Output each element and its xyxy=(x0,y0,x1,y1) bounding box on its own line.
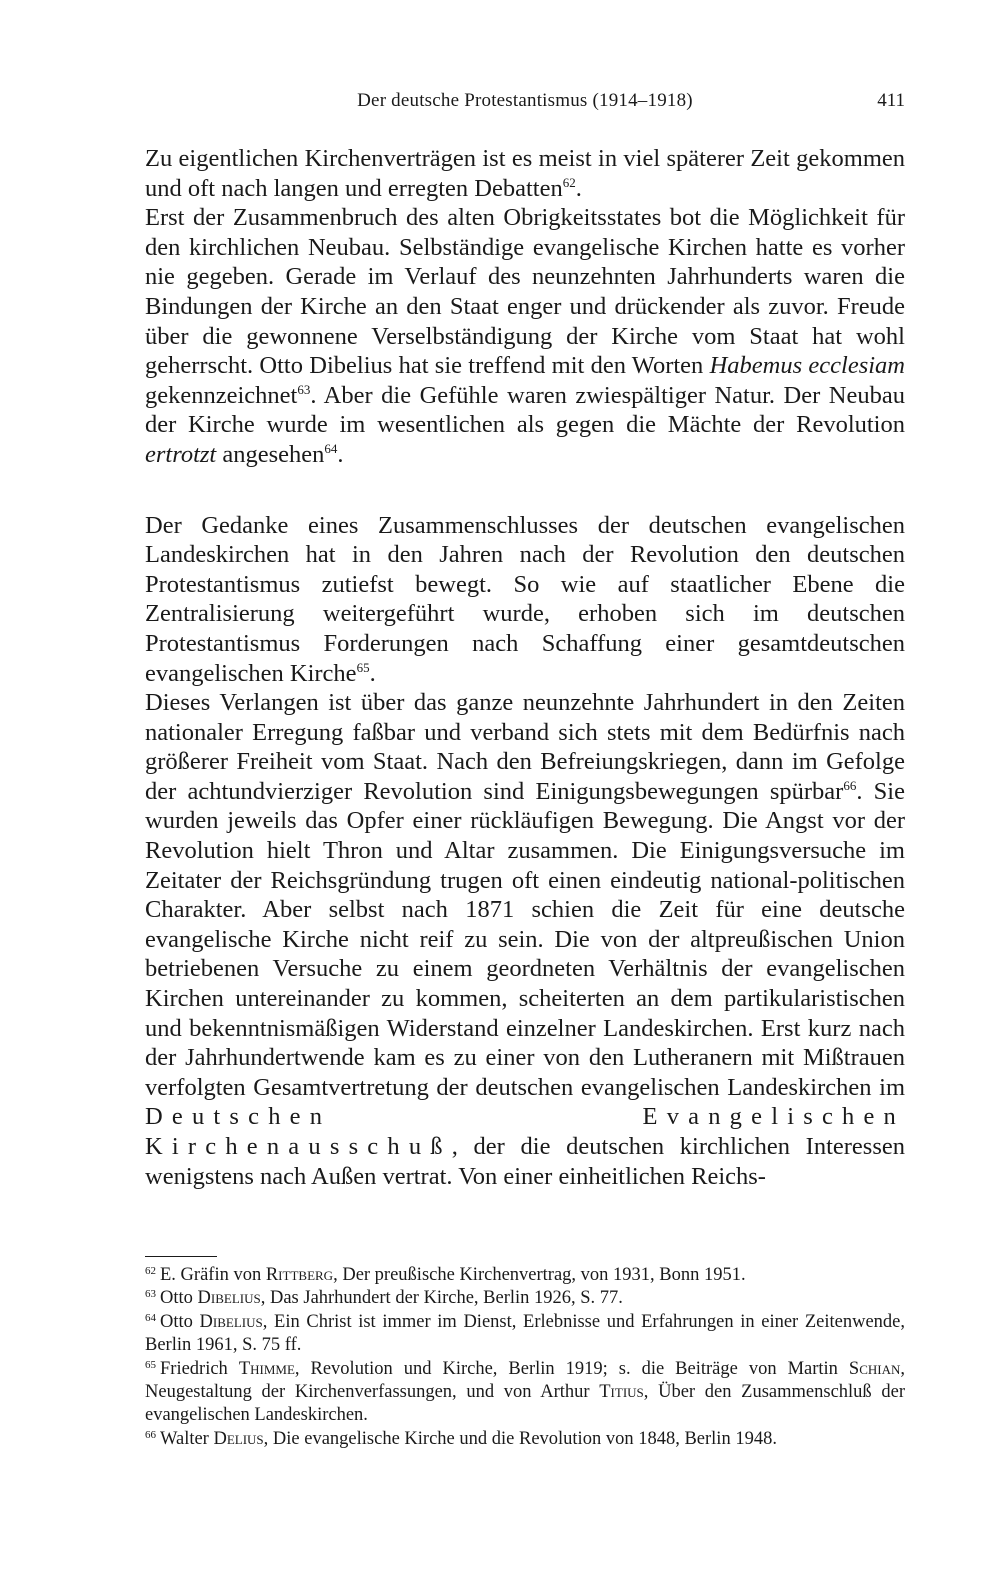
spaced-name: Deutschen Evangelischen Kirchenausschuß xyxy=(145,1103,905,1160)
running-title: Der deutsche Protestantismus (1914–1918) xyxy=(357,90,693,111)
paragraph-text: Dieses Verlangen ist über das ganze neunzehnte Jahrhundert in den Zeiten nationaler Erregung faßbar und verband sich stets mit dem Bedürfnis nach größerer Freiheit vom Staat. Nach den Befreiungskriegen, dann im Gefolge der achtundvierziger Revolution sind Einigungsbewegungen spürbar xyxy=(145,689,905,805)
footnote-reference: 63 xyxy=(297,381,311,397)
author-name: Thimme xyxy=(238,1358,295,1379)
page-number: 411 xyxy=(877,90,905,111)
paragraph-text: , der die deutschen kirchlichen Interessen wenigstens nach Außen vertrat. Von einer einheitlichen Reichs- xyxy=(145,1133,905,1190)
author-name: Delius xyxy=(213,1428,264,1449)
paragraph-text: . xyxy=(575,174,582,202)
footnote-divider xyxy=(145,1256,217,1257)
author-name: Dibelius xyxy=(197,1288,261,1309)
footnote-number: 63 xyxy=(145,1288,156,1301)
footnote-text: , Revolution und Kirche, Berlin 1919; s. die Beiträge von Martin xyxy=(294,1358,849,1379)
footnote-text: Otto xyxy=(160,1288,198,1309)
footnote-reference: 62 xyxy=(562,174,576,190)
footnote-reference: 66 xyxy=(843,777,857,793)
paragraph-1 xyxy=(145,144,905,203)
paragraph-text: . Sie wurden jeweils das Opfer einer rückläufigen Bewegung. Die Angst vor der Revolution hielt Thron und Altar zusammen. Die Einigungsversuche im Zeitater der Reichsgründung trugen oft einen eindeutig national-politischen Charakter. Aber selbst nach 1871 schien die Zeit für eine deutsche evangelische Kirche nicht reif zu sein. Die von der altpreußischen Union betriebenen Versuche zu einem geordneten Verhältnis der evangelischen Kirchen untereinander zu kommen, scheiterten an dem partikularistischen und bekenntnismäßigen Widerstand einzelner Landeskirchen. Erst kurz nach der Jahrhundertwende kam es zu einer von den Lutheranern mit Mißtrauen verfolgten Gesamtvertretung der deutschen evangelischen Landeskirchen im xyxy=(145,777,905,1101)
footnote-text: , Über den Zusammenschluß der evangelischen Landeskirchen. xyxy=(145,1382,905,1426)
footnote xyxy=(145,1311,905,1358)
footnote-text: , Der preußische Kirchenvertrag, von 1931, Bonn 1951. xyxy=(333,1265,746,1285)
paragraph-2 xyxy=(145,203,905,469)
footnote-reference: 65 xyxy=(356,659,370,675)
italic-quote: Habemus ecclesiam xyxy=(709,352,906,380)
paragraph-text: . xyxy=(337,440,344,468)
footnote-number: 64 xyxy=(145,1311,156,1324)
footnote xyxy=(145,1428,905,1451)
footnote-number: 62 xyxy=(145,1265,156,1277)
italic-word: ertrotzt xyxy=(145,440,217,468)
paragraph-text: gekennzeichnet xyxy=(145,381,298,409)
paragraph-text: Der Gedanke eines Zusammenschlusses der deutschen evangelischen Landeskirchen hat in den Jahren nach der Revolution den deutschen Protestantismus zutiefst bewegt. So wie auf staatlicher Ebene die Zentralisierung weitergeführt wurde, erhoben sich im deutschen Protestantismus Forderungen nach Schaffung einer gesamtdeutschen evangelischen Kirche xyxy=(145,511,905,687)
paragraph-4 xyxy=(145,688,905,1191)
paragraph-text: Erst der Zusammenbruch des alten Obrigkeitsstates bot die Möglichkeit für den kirchlichen Neubau. Selbständige evangelische Kirchen hatte es vorher nie gegeben. Gerade im Verlauf des neunzehnten Jahrhunderts waren die Bindungen der Kirche an den Staat enger und drückender als zuvor. Freude über die gewonnene Verselbständigung der Kirche vom Staat hat wohl geherrscht. Otto Dibelius hat sie treffend mit den Worten xyxy=(145,204,905,380)
footnote-number: 65 xyxy=(145,1358,156,1371)
body-text xyxy=(145,144,905,1191)
paragraph-text: . Aber die Gefühle waren zwiespältiger Natur. Der Neubau der Kirche wurde im wesentlichen als gegen die Mächte der Revolution xyxy=(145,381,905,439)
author-name: Schian xyxy=(848,1358,901,1379)
footnote-text: Friedrich xyxy=(160,1358,239,1379)
author-name: Rittberg xyxy=(265,1265,334,1285)
footnote xyxy=(145,1264,905,1287)
footnote-text: Otto xyxy=(160,1311,200,1332)
paragraph-text: Zu eigentlichen Kirchenverträgen ist es meist in viel späterer Zeit gekommen und oft nach langen und erregten Debatten xyxy=(145,145,905,202)
footnote-text: , Neugestaltung der Kirchenverfassungen, und von Arthur xyxy=(145,1358,906,1403)
footnotes xyxy=(145,1264,905,1451)
author-name: Dibelius xyxy=(199,1311,263,1332)
footnote-text: , Die evangelische Kirche und die Revolution von 1848, Berlin 1948. xyxy=(263,1428,777,1449)
footnote-text: , Das Jahrhundert der Kirche, Berlin 1926, S. 77. xyxy=(260,1288,623,1309)
paragraph-3 xyxy=(145,511,905,689)
page-header xyxy=(145,86,905,116)
footnote-reference: 64 xyxy=(324,440,338,456)
paragraph-text: . xyxy=(369,659,376,687)
footnote-text: Walter xyxy=(160,1428,214,1449)
footnote-number: 66 xyxy=(145,1428,156,1441)
paragraph-text: angesehen xyxy=(216,440,325,468)
footnote xyxy=(145,1287,905,1310)
footnote xyxy=(145,1358,905,1428)
footnote-text: , Ein Christ ist immer im Dienst, Erlebnisse und Erfahrungen in einer Zeitenwende, Berlin 1961, S. 75 ff. xyxy=(145,1311,906,1356)
footnote-text: E. Gräfin von xyxy=(160,1265,266,1285)
author-name: Titius xyxy=(599,1382,644,1403)
